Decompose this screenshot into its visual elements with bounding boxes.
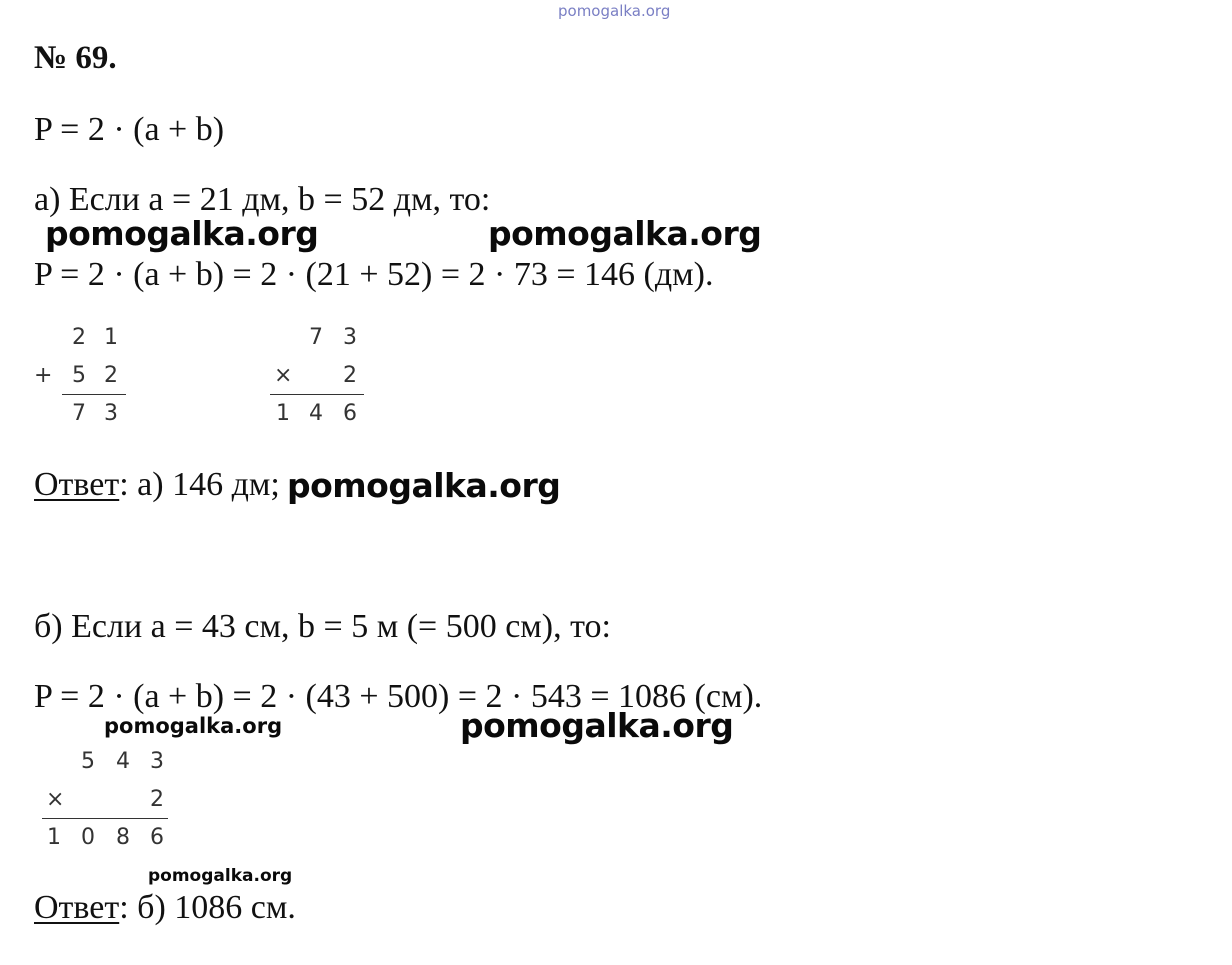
answer-label: Ответ [34,889,120,926]
digit: 4 [309,401,323,426]
column-multiplication-a [268,324,378,434]
answer-text: : а) 146 дм; [119,466,280,503]
digit: 8 [116,825,130,850]
watermark-text: pomogalka.org [460,706,734,745]
digit: 1 [276,401,290,426]
digit: 3 [343,325,357,350]
watermark-text: pomogalka.org [45,214,319,253]
watermark-text: pomogalka.org [148,866,293,886]
watermark-text: pomogalka.org [287,466,561,505]
column-multiplication-b [40,748,180,858]
digit: 1 [47,825,61,850]
digit: 3 [104,401,118,426]
digit: 2 [343,363,357,388]
digit: 5 [81,749,95,774]
answer-label: Ответ [34,466,120,503]
digit: 1 [104,325,118,350]
perimeter-formula: P = 2 · (a + b) [34,111,225,148]
digit: 5 [72,363,86,388]
answer-text: : б) 1086 см. [119,889,296,926]
digit: 2 [150,787,164,812]
digit: 6 [343,401,357,426]
column-addition [30,324,140,434]
part-b-solution: P = 2 · (a + b) = 2 · (43 + 500) = 2 · 543 = 1086 (см). [34,678,763,715]
digit: 3 [150,749,164,774]
product-line [270,394,364,395]
plus-sign: + [34,363,53,388]
digit: 4 [116,749,130,774]
top-watermark: pomogalka.org [558,2,671,20]
multiply-sign: × [46,787,65,812]
part-a-answer [34,465,280,505]
watermark-text: pomogalka.org [488,214,762,253]
digit: 0 [81,825,95,850]
watermark-text: pomogalka.org [104,714,283,738]
sum-line [62,394,126,395]
multiply-sign: × [274,363,293,388]
part-b-condition: б) Если a = 43 см, b = 5 м (= 500 см), то: [34,608,611,645]
digit: 2 [72,325,86,350]
problem-number: № 69. [34,40,117,76]
digit: 7 [72,401,86,426]
product-line [42,818,168,819]
part-a-condition: а) Если a = 21 дм, b = 52 дм, то: [34,181,491,218]
digit: 7 [309,325,323,350]
digit: 2 [104,363,118,388]
part-a-solution: P = 2 · (a + b) = 2 · (21 + 52) = 2 · 73 = 146 (дм). [34,256,714,293]
part-b-answer [34,888,296,928]
digit: 6 [150,825,164,850]
